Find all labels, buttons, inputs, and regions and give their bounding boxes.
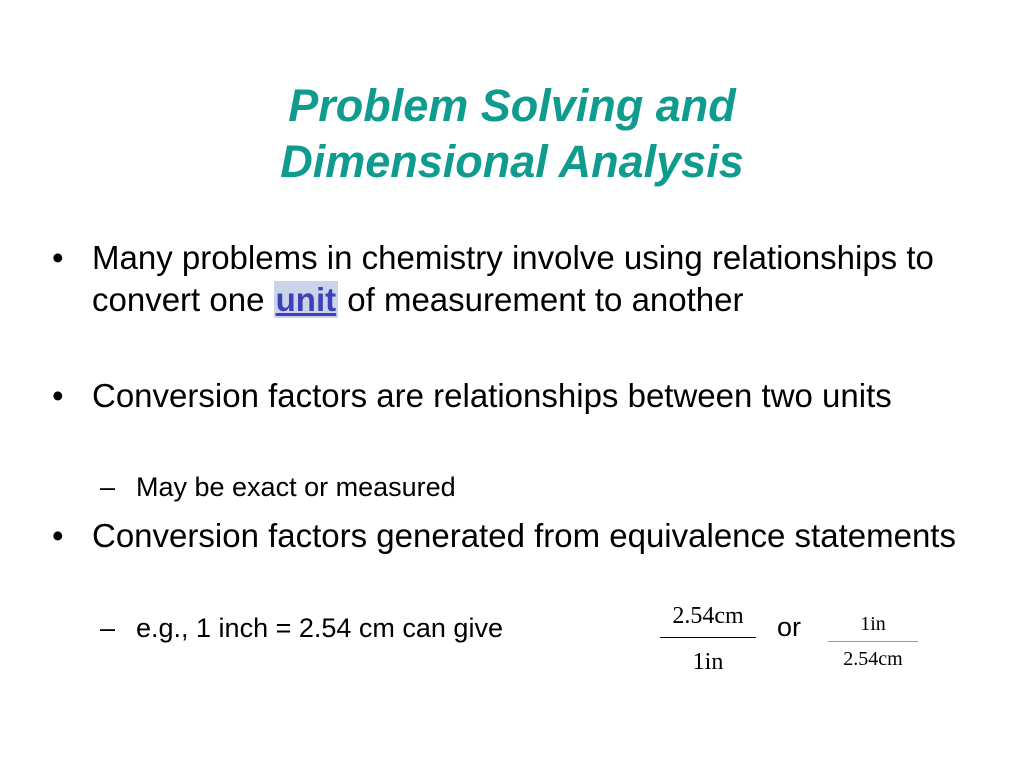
- fraction-bar: [828, 641, 918, 642]
- fraction-denominator: 2.54cm: [843, 648, 903, 670]
- conversion-fraction-in-per-cm: [828, 611, 918, 672]
- bullet-text: [92, 237, 982, 321]
- bullet-marker: •: [52, 517, 64, 554]
- fraction-connector: or: [777, 612, 802, 642]
- bullet-marker: •: [52, 239, 64, 276]
- sub-bullet-text: e.g., 1 inch = 2.54 cm can give: [136, 613, 503, 643]
- sub-bullet-text: May be exact or measured: [136, 472, 456, 502]
- bullet-marker: •: [52, 377, 64, 414]
- bullet-text-start: Many problems in chemistry involve using relationships to convert one: [92, 239, 934, 318]
- bullet-text: Conversion factors generated from equivalence statements: [92, 517, 956, 554]
- unit-link[interactable]: unit: [275, 281, 337, 318]
- bullet-text: Conversion factors are relationships between two units: [92, 377, 892, 414]
- sub-bullet-marker: –: [100, 613, 116, 643]
- fraction-denominator: 1in: [692, 649, 724, 675]
- conversion-fraction-cm-per-in: [660, 601, 756, 677]
- fraction-bar: [660, 637, 756, 638]
- fraction-numerator: 1in: [860, 613, 886, 635]
- bullet-text-end: of measurement to another: [338, 281, 744, 318]
- sub-bullet-marker: –: [100, 472, 116, 502]
- fraction-numerator: 2.54cm: [672, 603, 744, 629]
- title-line-1: Problem Solving and: [288, 80, 736, 131]
- title-line-2: Dimensional Analysis: [280, 136, 744, 187]
- slide-title: [0, 78, 1024, 190]
